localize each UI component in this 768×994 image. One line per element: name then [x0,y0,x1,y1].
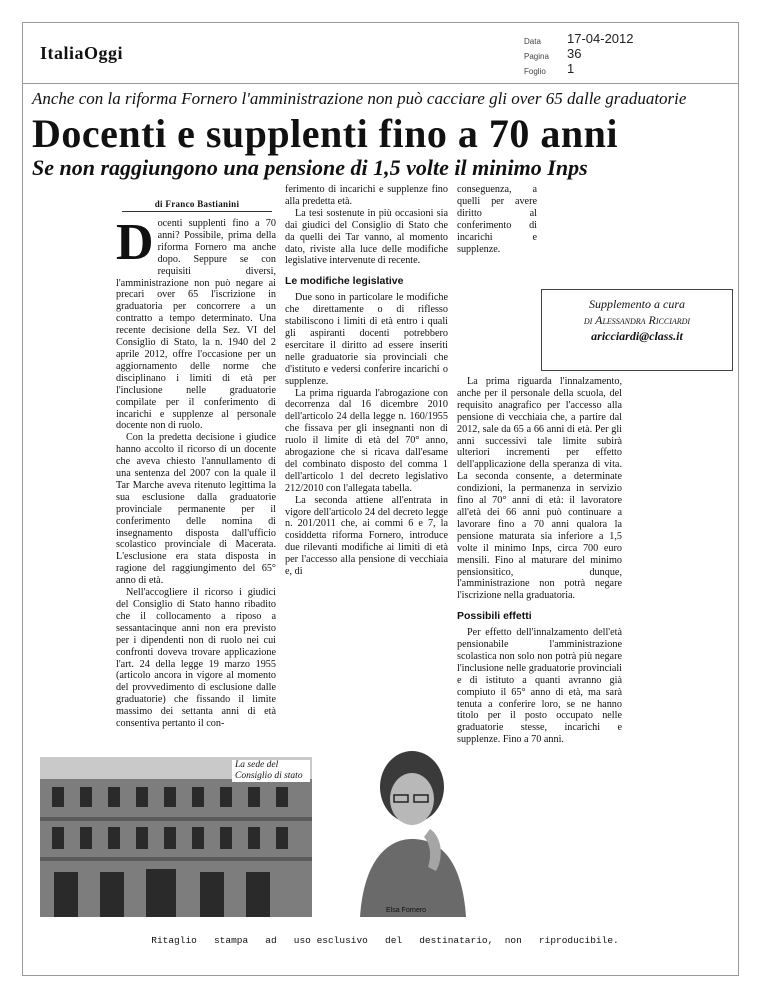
article-column-1 [116,214,276,730]
col3-paragraph-3: Per effetto dell'innalzamento dell'età pensionabile l'amministrazione scolastica non solo non potrà più negare l'inclusione nelle graduatorie provinciali e di istituto a quanti avranno già compiuto il 65° anno di età, ma sarà tenuta a conferire loro, se ne hanno titolo per il posto occupato nelle graduatorie stesse, incarichi e supplenze. Fino a 70 anni. [457,627,622,746]
supplement-line-1: Supplemento a cura [589,297,685,311]
article-headline: Docenti e supplenti fino a 70 anni [32,111,618,156]
col2-paragraph-3: Due sono in particolare le modifiche che direttamente o di riflesso stabiliscono i limiti di età entro i quali gli aspiranti docenti potrebbero esercitare il diritto ad essere inseriti nelle graduatorie sia provinciali che d'istituto e vedersi conferire incarichi o supplenze. [285,292,448,387]
header-divider [22,83,738,84]
page-value: 36 [567,46,582,61]
portrait-illustration [350,747,470,917]
col3-paragraph-2: La prima riguarda l'innalzamento, anche per il personale della scuola, del requisito anagrafico per l'accesso alla pensione di vecchiaia che, a partire dal 2012, sale da 65 a 66 anni di età. Per gli anni successivi tale limite subirà ulteriori incrementi per effetto dell'applicazione della speranza di vita. La seconda consente, a determinate condizioni, la permanenza in servizio fino al 70° anni di età: il lavoratore all'età dei 66 anni può continuare a lavorare fino a 70 anni qualora la pensione maturata sia inferiore a 1,5 volte il minimo Inps, circa 700 euro mensili. Fino al maturare del minimo pensionsitico, dunque, l'amministrazione non potrà negare l'iscrizione nella graduatoria. [457,376,622,602]
article-kicker: Anche con la riforma Fornero l'amministrazione non può cacciare gli over 65 dalle graduatorie [32,89,687,108]
article-column-2 [285,184,448,578]
col1-paragraph-2: Con la predetta decisione i giudice hanno accolto il ricorso di un docente che aveva chiesto l'annullamento di una sentenza del 2007 con la quale il Tar Marche aveva ritenuto legittima la sua esclusione dalla graduatorie provinciale permanente per il conferimento delle nomina di insegnamento disposta dall'ufficio scolastico provinciale di Macerata. L'esclusione era stata disposta in ragione del raggiungimento del 65° anno di età. [116,432,276,587]
col2-paragraph-5: La seconda attiene all'entrata in vigore dell'articolo 24 del decreto legge n. 201/2011 che, ai commi 6 e 7, la cosiddetta riforma Fornero, introduce due rilevanti modifiche ai limiti di età per l'accesso alla pensione di vecchiaia e, di [285,494,448,578]
col1-paragraph-3: Nell'accogliere il ricorso i giudici del Consiglio di Stato hanno ribadito che il collocamento a riposo a sessantacinque anni non era previsto per i dipendenti non di ruolo nei cui confronti doveva trovare applicazione l'art. 24 della legge 19 marzo 1955 (articolo ancora in vigore al momento del provvedimento di esclusione dalle graduatorie) che fissando il limite massimo dei settanta anni di età consentiva pertanto il con- [116,587,276,730]
sheet-label: Foglio [524,67,546,76]
col3-paragraph-1: conseguenza, a quelli per avere diritto al conferimento di incarichi e supplenze. [457,184,537,255]
supplement-email: aricciardi@class.it [591,329,683,343]
consiglio-di-stato-photo [40,757,312,917]
article-column-3 [457,376,622,746]
date-value: 17-04-2012 [567,31,634,46]
building-photo-caption: La sede del Consiglio di stato [232,760,310,782]
col2-paragraph-1: ferimento di incarichi e supplenze fino alla predetta età. [285,184,448,207]
date-label: Data [524,37,541,46]
article-column-3-top [457,184,537,255]
person-photo-caption: Elsa Fornero [386,907,427,914]
col2-paragraph-4: La prima riguarda l'abrogazione con decorrenza dal 16 dicembre 2010 dell'articolo 24 della legge n. 160/1955 che fissava per gli insegnanti non di ruolo il limite di età del 70° anno, abrogazione che si ricava dall'esame del combinato disposto del comma 1 dell'articolo 1 del decreto legislativo 212/2010 con l'allegata tabella. [285,387,448,494]
section-title-modifiche: Le modifiche legislative [285,275,404,288]
section-title-effetti: Possibili effetti [457,610,532,623]
sheet-value: 1 [567,61,575,76]
page-label: Pagina [524,52,549,61]
newspaper-logo: ItaliaOggi [40,43,124,63]
byline: di Franco Bastianini [122,199,272,212]
drop-cap: D [116,214,154,271]
footer-disclaimer: Ritaglio stampa ad uso esclusivo del destinatario, non riproducibile. [151,935,619,946]
supplement-line-2: di Alessandra Ricciardi [583,313,691,327]
elsa-fornero-photo [350,747,470,917]
supplement-box [541,289,733,371]
col1-paragraph-1: ocenti supplenti fino a 70 anni? Possibile, prima della riforma Fornero ma anche dopo. Seppure se con requisiti diversi, l'amministrazione non può negare ai precari over 65 l'iscrizione in graduatoria per concorrere a un contratto a tempo determinato. Una recente decisione della Sez. VI del Consiglio di Stato, la n. 1940 del 2 aprile 2012, offre l'occasione per un aggiornamento delle norme che disciplinano i limiti di età per l'inclusione nelle graduatorie compilate per il conferimento di incarichi e supplenze al personale docente non di ruolo. [116,218,276,432]
article-subheadline: Se non raggiungono una pensione di 1,5 volte il minimo Inps [32,155,588,180]
col2-paragraph-2: La tesi sostenute in più occasioni sia dai giudici del Consiglio di Stato che da quelli dei Tar vanno, al momento dato, riviste alla luce delle modifiche legislative intervenute di recente. [285,207,448,267]
